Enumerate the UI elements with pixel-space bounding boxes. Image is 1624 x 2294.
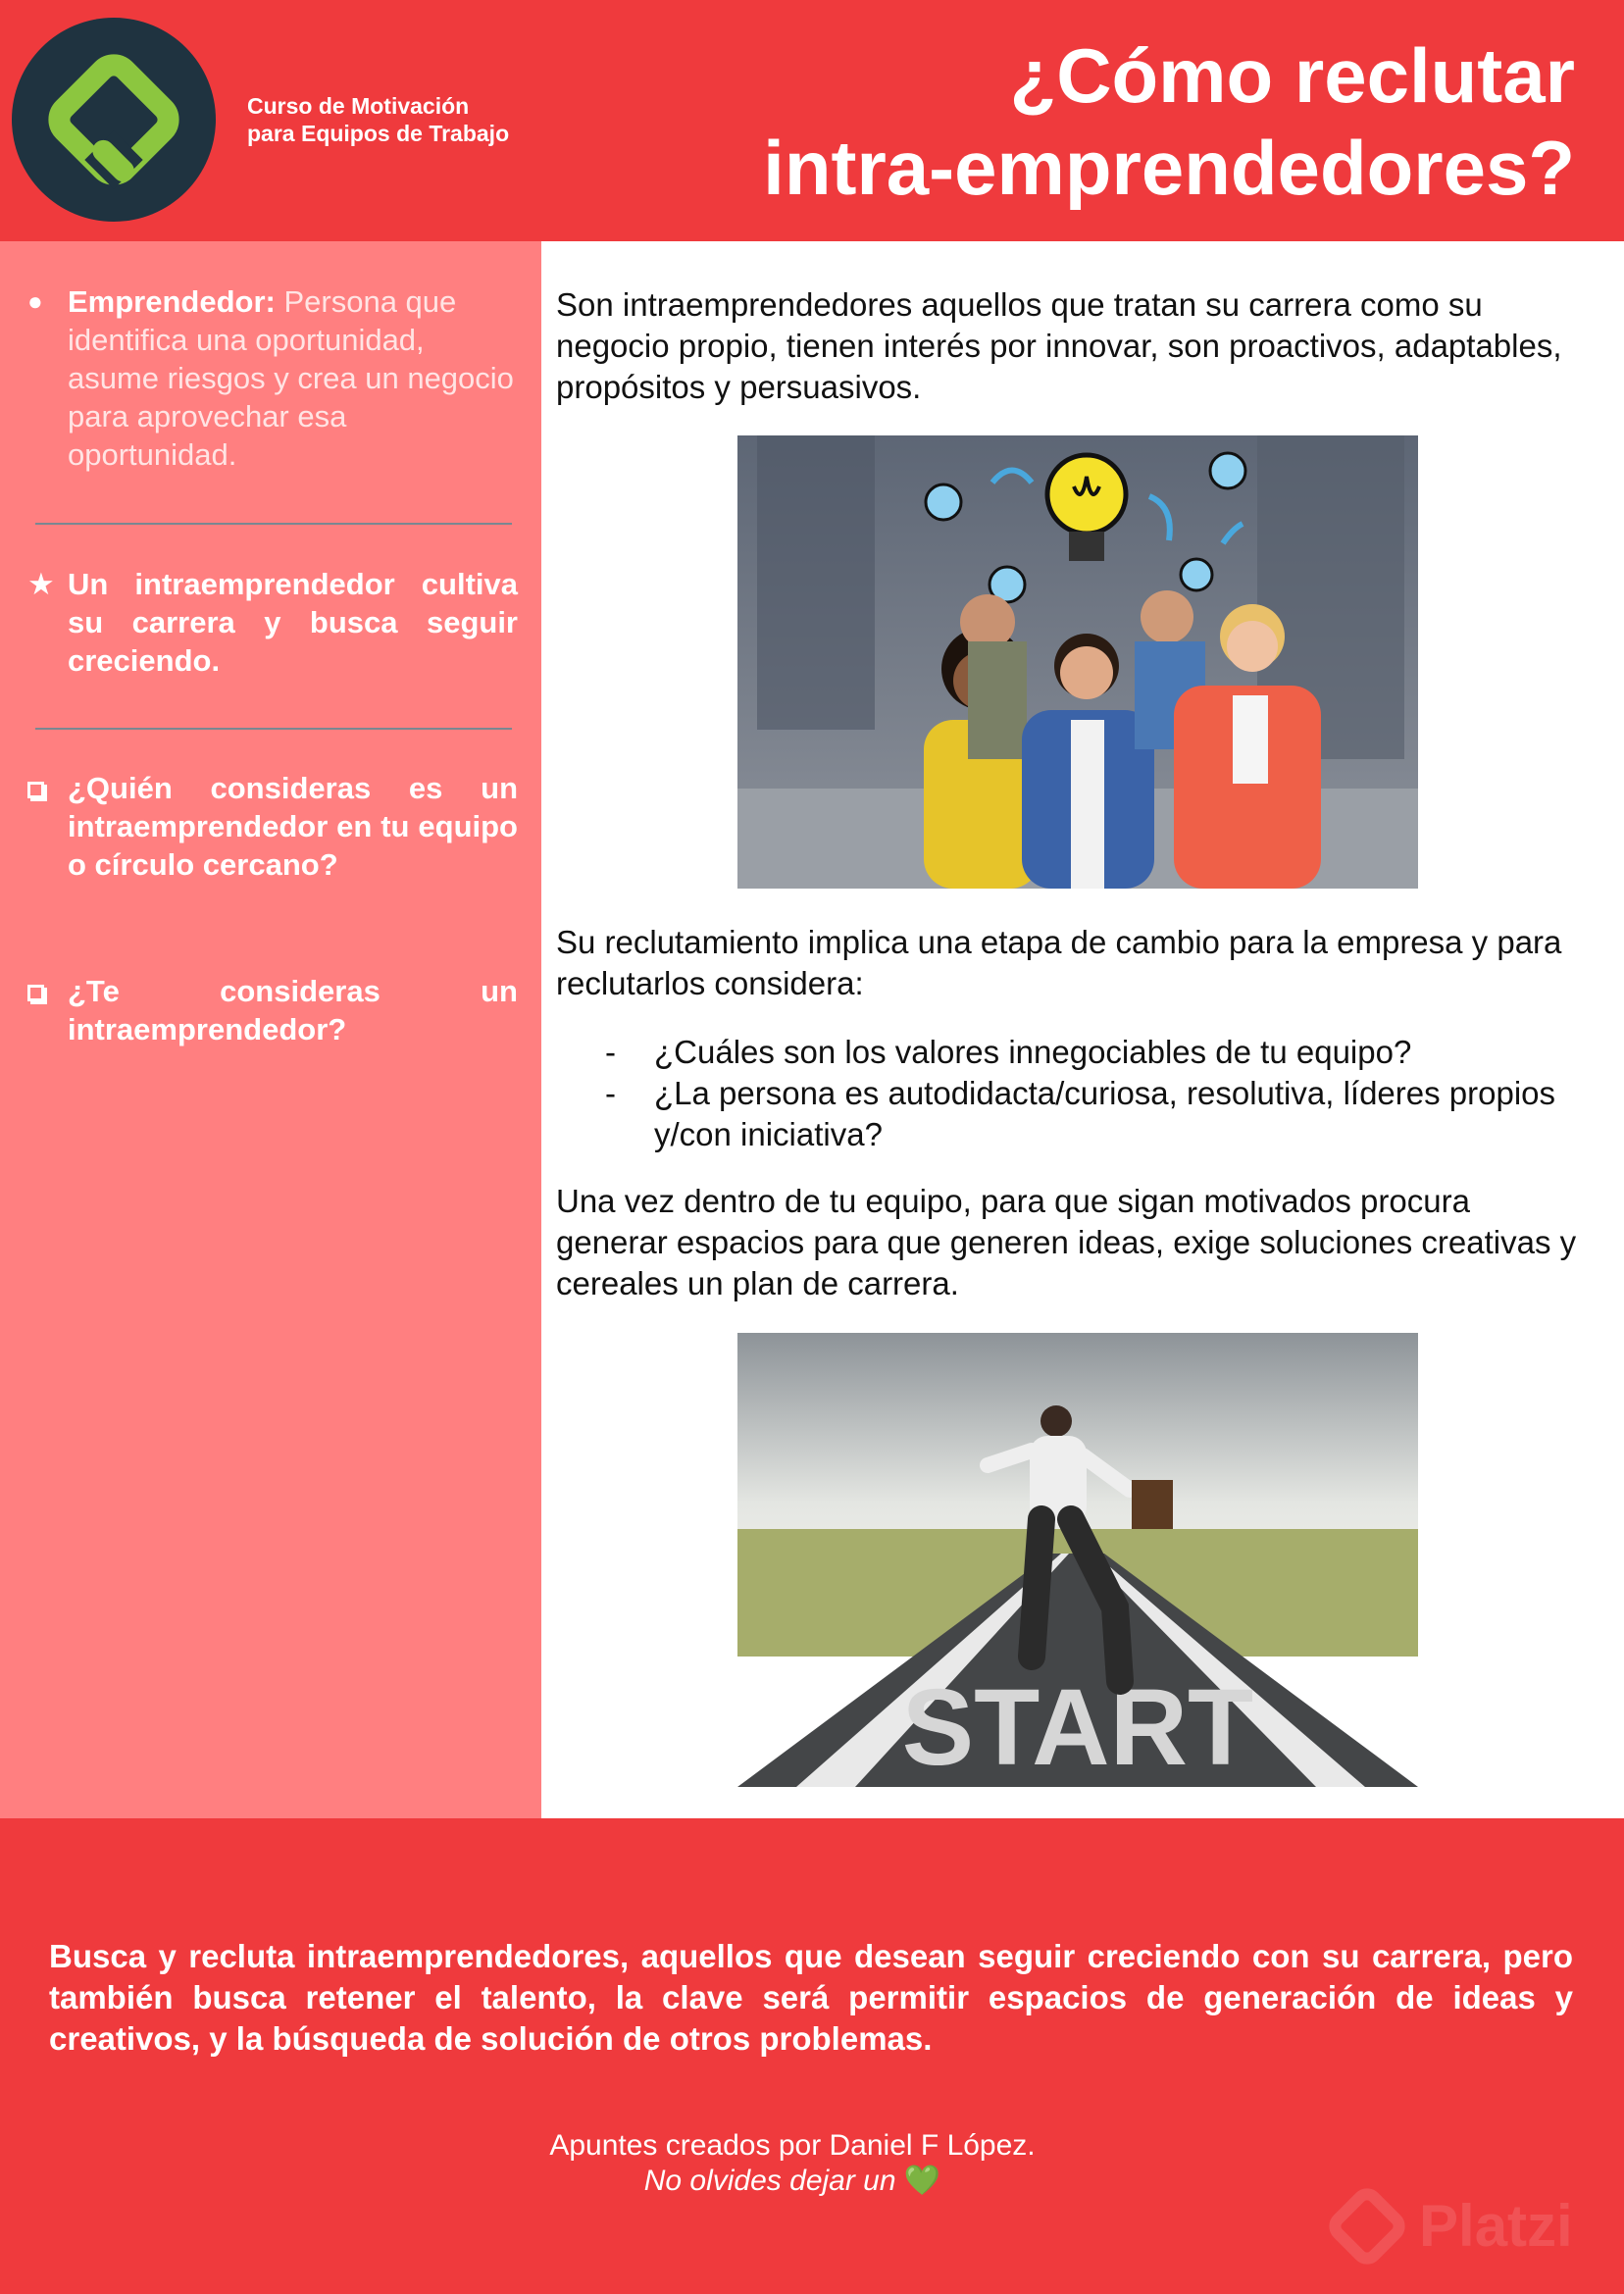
list-item: - ¿La persona es autodidacta/curiosa, resolutiva, líderes propios y/con iniciativa? — [605, 1075, 1556, 1152]
definition-text — [68, 282, 518, 474]
star-icon: ★ — [27, 567, 55, 601]
start-road-text: START — [901, 1667, 1254, 1787]
reminder-text: No olvides dejar un — [643, 2165, 896, 2197]
list-item-text: ¿La persona es autodidacta/curiosa, resolutiva, líderes propios y/con iniciativa? — [654, 1075, 1556, 1152]
sidebar-item-star — [27, 565, 518, 680]
team-photo — [737, 435, 1418, 889]
green-heart-icon: 💚 — [903, 2165, 941, 2197]
bullet-dot-icon: ● — [27, 286, 43, 316]
sidebar-item-definition — [27, 282, 518, 474]
credit-line: Apuntes creados por Daniel F López. — [549, 2129, 1036, 2162]
checkbox-icon — [27, 972, 61, 1010]
question-1-text: ¿Quién consideras es un intraemprendedor en tu equipo o círculo cercano? — [68, 771, 518, 882]
sidebar-divider — [35, 523, 512, 525]
platzi-watermark — [1316, 2172, 1610, 2280]
checkbox-icon — [27, 769, 61, 807]
sidebar — [0, 241, 541, 1818]
footer-banner — [0, 1818, 1624, 2294]
motivation-paragraph: Una vez dentro de tu equipo, para que sigan motivados procura generar espacios para que generen ideas, exige soluciones creativas y cereales un plan de carrera. — [556, 1183, 1577, 1301]
sidebar-item-question-1 — [27, 769, 518, 884]
header-banner — [0, 0, 1624, 241]
definition-body: Persona que identifica una oportunidad, asume riesgos y crea un negocio para aprovechar esa oportunidad. — [68, 284, 514, 472]
page-title-line1: ¿Cómo reclutar — [1009, 32, 1575, 119]
start-road-photo — [737, 1333, 1418, 1787]
watermark-text: Platzi — [1419, 2193, 1573, 2259]
course-title-line1: Curso de Motivación — [247, 93, 470, 119]
course-title — [247, 92, 561, 147]
sidebar-divider — [35, 728, 512, 730]
sidebar-item-question-2 — [27, 972, 518, 1048]
list-item: - ¿Cuáles son los valores innegociables de tu equipo? — [605, 1034, 1412, 1070]
recruit-paragraph: Su reclutamiento implica una etapa de cambio para la empresa y para reclutarlos considera: — [556, 924, 1562, 1001]
summary-text: Busca y recluta intraemprendedores, aquellos que desean seguir creciendo con su carrera, pero también busca retener el talento, la clave será permitir espacios de generación de ideas y creativos, y la búsqueda de solución de otros problemas. — [49, 1938, 1573, 2057]
list-item-text: ¿Cuáles son los valores innegociables de tu equipo? — [654, 1034, 1412, 1070]
course-title-line2: para Equipos de Trabajo — [247, 121, 510, 146]
question-2-text: ¿Te consideras un intraemprendedor? — [68, 974, 518, 1046]
intro-paragraph: Son intraemprendedores aquellos que tratan su carrera como su negocio propio, tienen interés por innovar, son proactivos, adaptables, propósitos y persuasivos. — [556, 286, 1562, 405]
page-title — [545, 29, 1575, 214]
page-title-line2: intra-emprendedores? — [763, 125, 1575, 211]
platzi-logo-icon — [12, 18, 216, 222]
star-text: Un intraemprendedor cultiva su carrera y busca seguir creciendo. — [68, 567, 518, 678]
logo-mark — [12, 18, 216, 222]
question-list — [556, 1032, 1586, 1155]
definition-term: Emprendedor: — [68, 284, 276, 319]
